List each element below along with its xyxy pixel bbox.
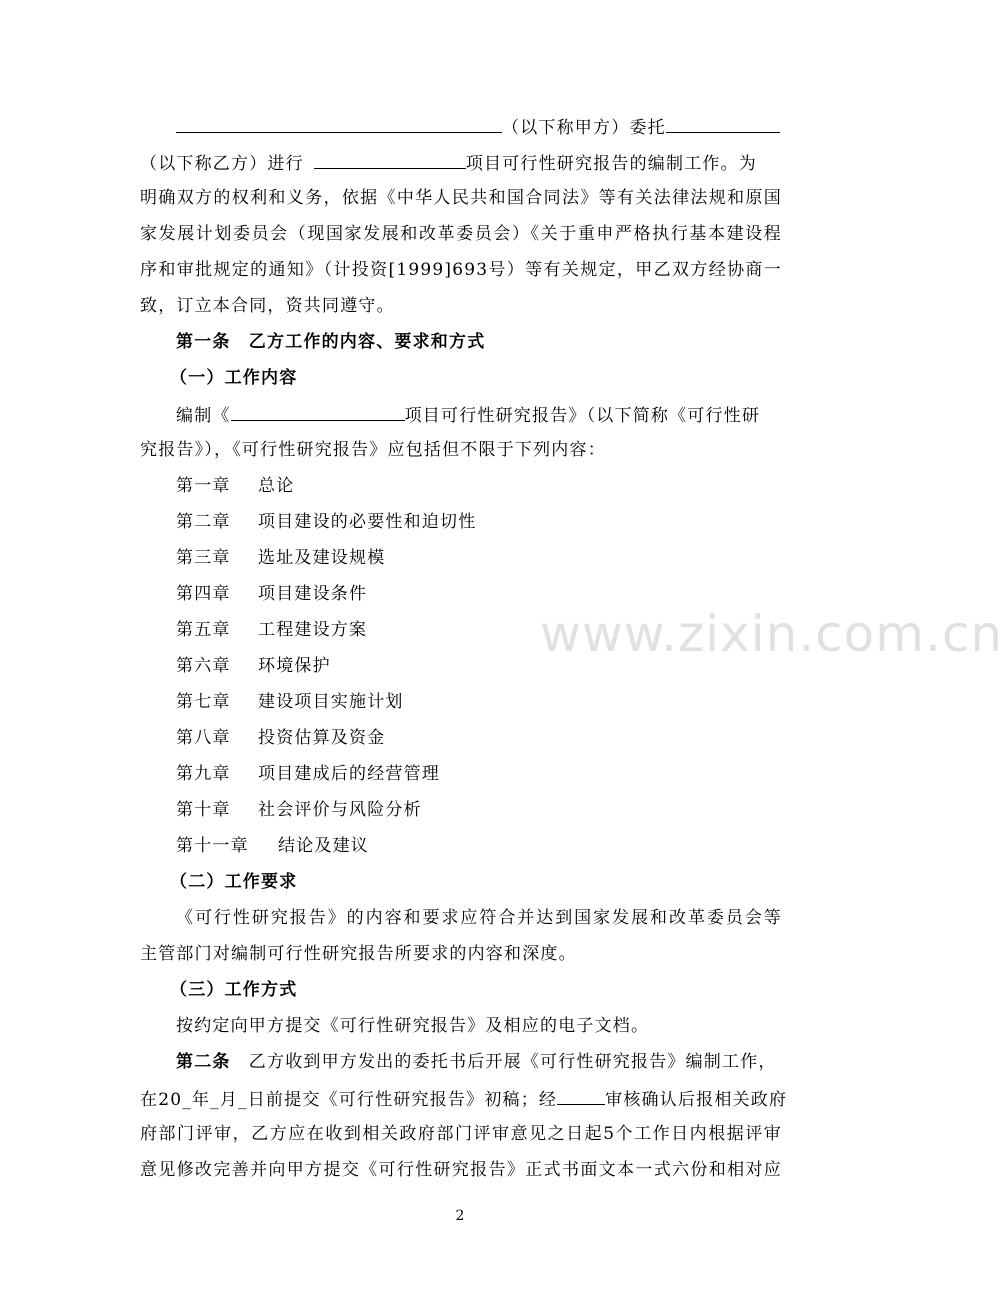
watermark: www.zixin.com.cn (540, 605, 1003, 663)
intro-text: （以下称乙方）进行 (140, 154, 304, 174)
article-2-line-1 (176, 1052, 782, 1072)
chapter-title: 选址及建设规模 (258, 548, 386, 568)
intro-line-1 (176, 116, 782, 138)
report-name-blank (231, 404, 405, 421)
chapter-title: 环境保护 (258, 656, 331, 676)
chapter-number: 第九章 (176, 764, 231, 784)
chapter-number: 第二章 (176, 512, 231, 532)
section-1-line-2: 究报告》），《可行性研究报告》应包括但不限于下列内容： (140, 440, 606, 460)
chapter-title: 投资估算及资金 (258, 728, 386, 748)
chapter-item (176, 476, 782, 496)
chapter-number: 第一章 (176, 476, 231, 496)
article-2-label: 第二条 (176, 1052, 231, 1072)
article-2-line-2 (140, 1088, 788, 1110)
section-1-title: （一）工作内容 (170, 368, 298, 388)
chapter-item (176, 548, 782, 568)
chapter-title: 结论及建议 (278, 836, 369, 856)
chapter-title: 项目建设条件 (258, 584, 368, 604)
article-2-line-4: 意见修改完善并向甲方提交《可行性研究报告》正式书面文本一式六份和相对应 (140, 1160, 782, 1180)
section-1-text: 项目可行性研究报告》（以下简称《可行性研 (404, 406, 761, 426)
section-1-line-1 (176, 404, 782, 426)
intro-line-3: 明确双方的权利和义务，依据《中华人民共和国合同法》等有关法律法规和原国 (140, 188, 782, 208)
page-number: 2 (455, 1208, 465, 1224)
intro-line-2 (140, 152, 782, 174)
chapter-number: 第六章 (176, 656, 231, 676)
intro-line-5: 序和审批规定的通知》（计投资[1999]693号）等有关规定，甲乙双方经协商一 (140, 260, 782, 280)
project-name-blank (314, 152, 466, 169)
article-2-text: 在20_年_月_日前提交《可行性研究报告》初稿；经 (140, 1090, 558, 1110)
section-3-title: （三）工作方式 (170, 980, 298, 1000)
party-a-blank (176, 116, 502, 133)
chapter-title: 项目建成后的经营管理 (258, 764, 440, 784)
chapter-item (176, 800, 782, 820)
chapter-number: 第三章 (176, 548, 231, 568)
chapter-title: 建设项目实施计划 (258, 692, 404, 712)
section-2-line-1: 《可行性研究报告》的内容和要求应符合并达到国家发展和改革委员会等 (176, 908, 782, 928)
chapter-number: 第四章 (176, 584, 231, 604)
chapter-title: 社会评价与风险分析 (258, 800, 422, 820)
article-2-text: 乙方收到甲方发出的委托书后开展《可行性研究报告》编制工作， (230, 1052, 777, 1072)
chapter-number: 第五章 (176, 620, 231, 640)
section-2-title: （二）工作要求 (170, 872, 298, 892)
chapter-item (176, 836, 782, 856)
chapter-item (176, 764, 782, 784)
intro-line-4: 家发展计划委员会（现国家发展和改革委员会）《关于重申严格执行基本建设程 (140, 224, 782, 244)
chapter-number: 第七章 (176, 692, 231, 712)
intro-text: 项目可行性研究报告的编制工作。为 (465, 154, 758, 174)
reviewer-blank (557, 1088, 605, 1105)
section-3-line-1: 按约定向甲方提交《可行性研究报告》及相应的电子文档。 (176, 1016, 650, 1036)
chapter-item (176, 584, 782, 604)
chapter-number: 第十一章 (176, 836, 249, 856)
intro-line-6: 致，订立本合同，资共同遵守。 (140, 296, 395, 316)
chapter-item (176, 692, 782, 712)
article-2-line-3: 府部门评审，乙方应在收到相关政府部门评审意见之日起5个工作日内根据评审 (140, 1124, 782, 1144)
chapter-item (176, 728, 782, 748)
intro-text: （以下称甲方）委托 (502, 118, 666, 138)
chapter-title: 工程建设方案 (258, 620, 368, 640)
party-b-blank (666, 116, 780, 133)
section-1-text: 编制《 (176, 406, 231, 426)
chapter-title: 项目建设的必要性和迫切性 (258, 512, 477, 532)
chapter-number: 第八章 (176, 728, 231, 748)
article-2-text: 审核确认后报相关政府 (605, 1090, 788, 1110)
chapter-item (176, 512, 782, 532)
article-1-heading: 第一条 乙方工作的内容、要求和方式 (176, 332, 486, 352)
chapter-number: 第十章 (176, 800, 231, 820)
section-2-line-2: 主管部门对编制可行性研究报告所要求的内容和深度。 (140, 944, 577, 964)
chapter-title: 总论 (258, 476, 295, 496)
